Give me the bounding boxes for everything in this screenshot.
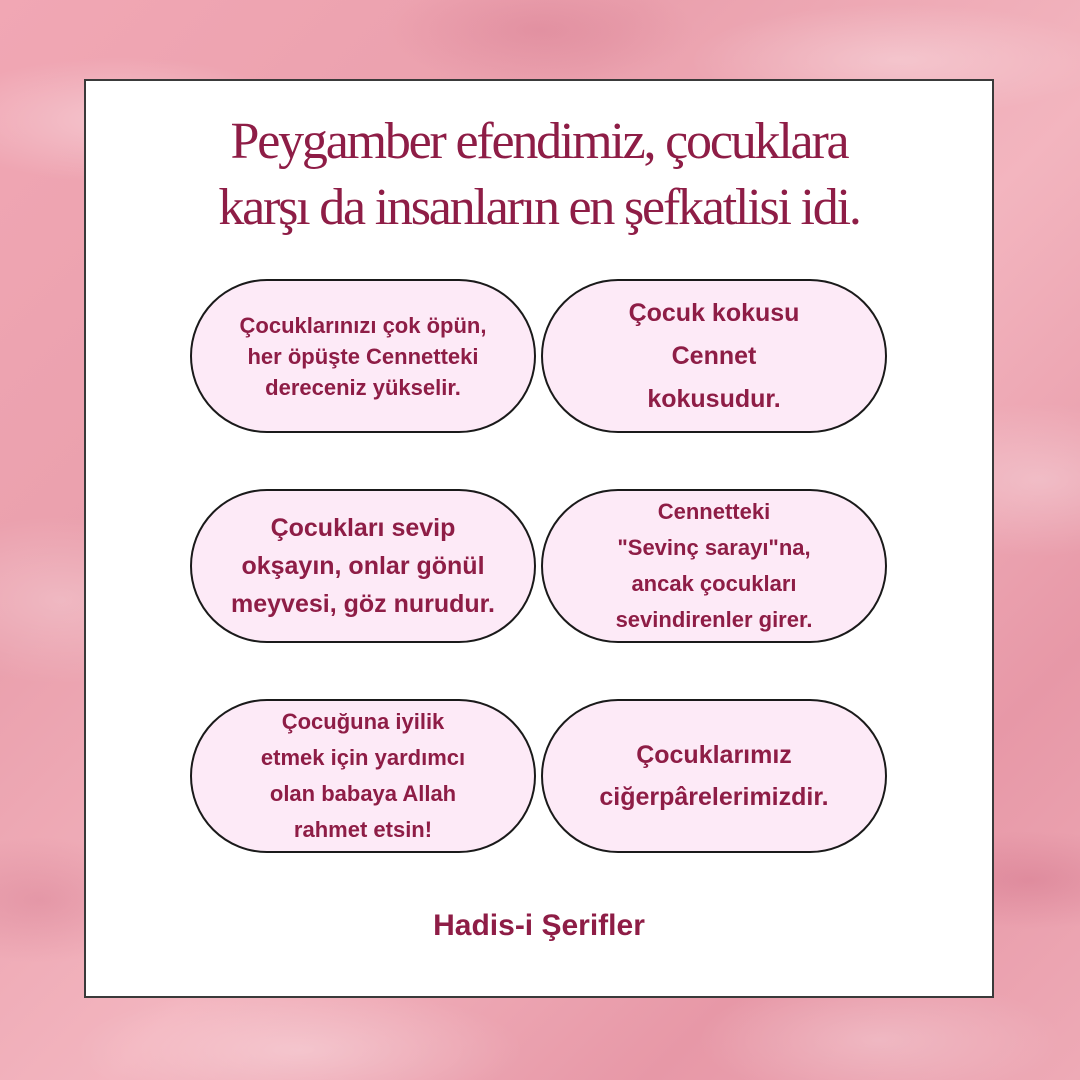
hadith-bubble-6 [541, 699, 887, 853]
hadith-text-6: Çocuklarımız ciğerpârelerimizdir. [599, 741, 829, 811]
page-title-line-2: karşı da insanların en şefkatlisi idi. [218, 179, 860, 236]
page-title-line-1: Peygamber efendimiz, çocuklara [230, 113, 848, 170]
hadith-text-2: Çocuk kokusu Cennet kokusudur. [628, 298, 800, 413]
content-card [84, 79, 994, 998]
hadith-bubble-3 [190, 489, 536, 643]
hadith-text-3: Çocukları sevip okşayın, onlar gönül meyvesi, göz nurudur. [231, 514, 495, 618]
hadith-text-5: Çocuğuna iyilik etmek için yardımcı olan babaya Allah rahmet etsin! [260, 709, 466, 842]
hadith-bubble-1 [190, 279, 536, 433]
hadith-bubble-5 [190, 699, 536, 853]
hadith-bubble-4 [541, 489, 887, 643]
footer-caption: Hadis-i Şerifler [433, 909, 645, 942]
page-title [86, 109, 992, 241]
hadith-text-1: Çocuklarınızı çok öpün, her öpüşte Cennetteki dereceniz yükselir. [239, 312, 487, 400]
hadith-bubble-2 [541, 279, 887, 433]
hadith-text-4: Cennetteki "Sevinç sarayı"na, ancak çocukları sevindirenler girer. [615, 499, 813, 632]
